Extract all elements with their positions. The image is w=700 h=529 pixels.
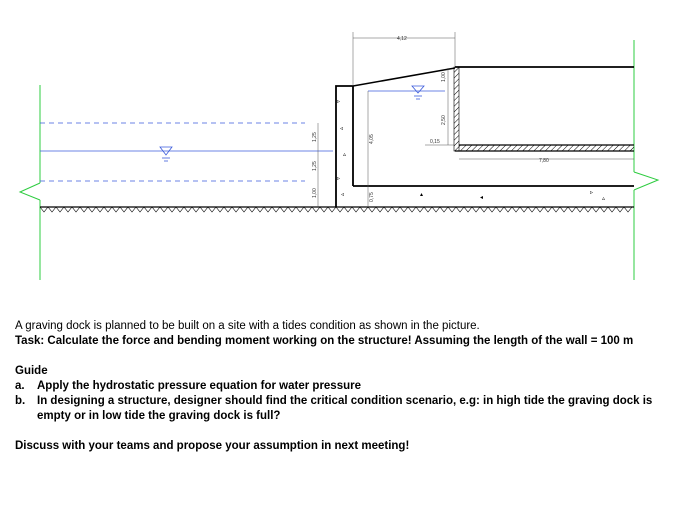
guide-item-a — [15, 379, 687, 394]
dim-slab-thickness: 0,15 — [430, 139, 440, 145]
intro-text: A graving dock is planned to be built on a site with a tides condition as shown in the picture. — [15, 320, 480, 332]
dock-structure — [336, 67, 634, 207]
guide-item-text: In designing a structure, designer should find the critical condition scenario, e.g: in high tide the graving dock is empty or in low tide the graving dock is full? — [37, 395, 653, 422]
svg-text:▴: ▴ — [420, 192, 424, 198]
dim-wall-height: 4,05 — [369, 134, 375, 144]
dimension-labels — [312, 36, 549, 202]
closing-text: Discuss with your teams and propose your assumption in next meeting! — [15, 440, 410, 452]
dim-upper-height: 1,00 — [441, 72, 447, 82]
svg-text:◂: ◂ — [480, 195, 484, 201]
dim-top-width: 4,12 — [397, 36, 407, 42]
dim-base-thickness: 0,75 — [369, 192, 375, 202]
guide-title: Guide — [15, 365, 48, 377]
guide-item-letter: b. — [15, 395, 26, 407]
svg-text:▹: ▹ — [590, 190, 594, 196]
dimension-lines — [318, 32, 634, 207]
guide-item-letter: a. — [15, 380, 25, 392]
guide-item-b — [15, 394, 687, 424]
task-text: Task: Calculate the force and bending moment working on the structure! Assuming the length of the wall = 100 m — [15, 335, 634, 347]
water-level-marker-icon — [160, 147, 172, 161]
dim-inner-depth: 2,50 — [441, 115, 447, 125]
svg-text:▹: ▹ — [337, 99, 341, 105]
dim-ground-level: 1,00 — [312, 188, 318, 198]
svg-text:◃: ◃ — [341, 192, 345, 198]
guide-item-text: Apply the hydrostatic pressure equation for water pressure — [37, 380, 361, 392]
dim-floor-width: 7,80 — [539, 158, 549, 164]
svg-text:◃: ◃ — [340, 126, 344, 132]
water-levels — [40, 91, 445, 181]
boundary-lines — [20, 40, 658, 280]
svg-text:▹: ▹ — [337, 176, 341, 182]
ground — [40, 207, 634, 212]
problem-statement — [15, 319, 687, 454]
dim-tide-lower: 1,25 — [312, 161, 318, 171]
dim-tide-upper: 1,25 — [312, 132, 318, 142]
hatched-slab — [459, 145, 634, 151]
hatched-wall — [454, 67, 459, 151]
inner-water-level-marker-icon — [412, 86, 424, 99]
svg-text:▵: ▵ — [343, 152, 347, 158]
svg-text:▵: ▵ — [602, 196, 606, 202]
